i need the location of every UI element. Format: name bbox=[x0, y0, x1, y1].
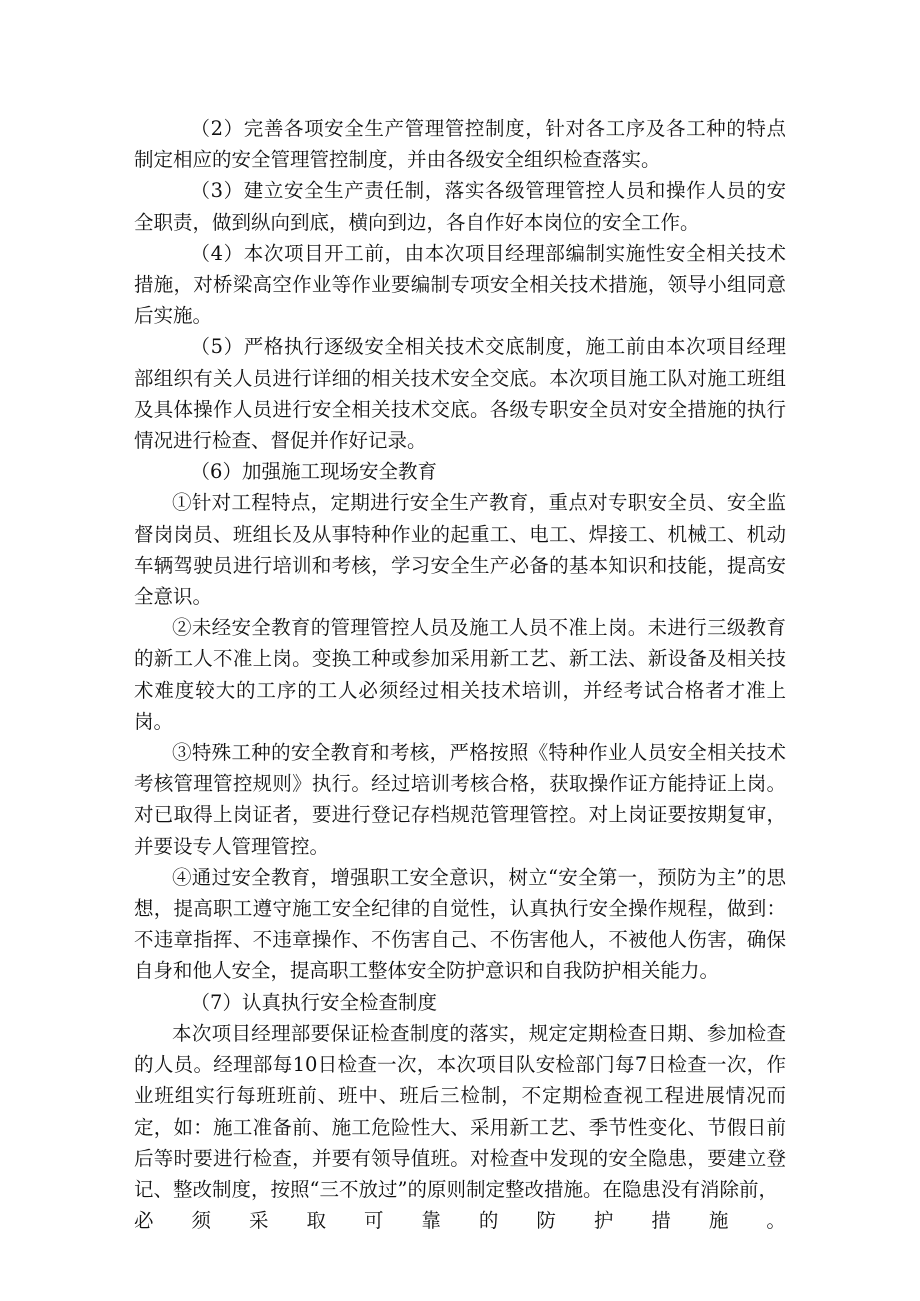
final-line-char: 施 bbox=[708, 1209, 729, 1233]
final-line-char: 取 bbox=[306, 1209, 326, 1233]
final-line-char: 必 bbox=[134, 1209, 154, 1233]
paragraph-item-3: （3）建立安全生产责任制，落实各级管理管控人员和操作人员的安全职责，做到纵向到底，横向到边，各自作好本岗位的安全工作。 bbox=[134, 179, 786, 234]
paragraph-final-line bbox=[134, 1205, 786, 1236]
paragraph-sub-3: ③特殊工种的安全教育和考核，严格按照《特种作业人员安全相关技术考核管理管控规则》执行。经过培训考核合格，获取操作证方能持证上岗。对已取得上岗证者，要进行登记存档规范管理管控。对上岗证要按期复审，并要设专人管理管控。 bbox=[134, 741, 786, 858]
final-line-char: 的 bbox=[478, 1209, 499, 1233]
final-line-char: 靠 bbox=[421, 1209, 441, 1233]
final-line-char: 防 bbox=[536, 1209, 556, 1233]
section-heading-6: （6）加强施工现场安全教育 bbox=[190, 460, 437, 484]
section-heading-7: （7）认真执行安全检查制度 bbox=[190, 990, 437, 1014]
final-line-char: 措 bbox=[651, 1209, 671, 1233]
paragraph-item-5: （5）严格执行逐级安全相关技术交底制度，施工前由本次项目经理部组织有关人员进行详细的相关技术安全交底。本次项目施工队对施工班组及具体操作人员进行安全相关技术交底。各级专职安全员对安全措施的执行情况进行检查、督促并作好记录。 bbox=[134, 335, 786, 453]
paragraph-item-4: （4）本次项目开工前，由本次项目经理部编制实施性安全相关技术措施，对桥梁高空作业等作业要编制专项安全相关技术措施，领导小组同意后实施。 bbox=[134, 241, 786, 328]
paragraph-sub-4: ④通过安全教育，增强职工安全意识，树立“安全第一，预防为主”的思想，提高职工遵守施工安全纪律的自觉性，认真执行安全操作规程，做到：不违章指挥、不违章操作、不伤害自己、不伤害他人，不被他人伤害，确保自身和他人安全，提高职工整体安全防护意识和自我防护相关能力。 bbox=[134, 865, 786, 983]
paragraph-inspection: 本次项目经理部要保证检查制度的落实，规定定期检查日期、参加检查的人员。经理部每10日检查一次，本次项目队安检部门每7日检查一次，作业班组实行每班班前、班中、班后三检制，不定期检查视工程进展情况而定，如：施工准备前、施工危险性大、采用新工艺、季节性变化、节假日前后等时要进行检查，并要有领导值班。对检查中发现的安全隐患，要建立登记、整改制度，按照“三不放过”的原则制定整改措施。在隐患没有消除前， bbox=[134, 1021, 786, 1201]
paragraph-sub-1: ①针对工程特点，定期进行安全生产教育，重点对专职安全员、安全监督岗岗员、班组长及从事特种作业的起重工、电工、焊接工、机械工、机动车辆驾驶员进行培训和考核，学习安全生产必备的基本知识和技能，提高安全意识。 bbox=[134, 491, 786, 609]
final-line-char: 可 bbox=[363, 1209, 384, 1233]
document-body bbox=[134, 113, 786, 1236]
paragraph-item-2: （2）完善各项安全生产管理管控制度，针对各工序及各工种的特点制定相应的安全管理管控制度，并由各级安全组织检查落实。 bbox=[134, 117, 786, 172]
final-line-char: 。 bbox=[766, 1209, 786, 1233]
paragraph-sub-2: ②未经安全教育的管理管控人员及施工人员不准上岗。未进行三级教育的新工人不准上岗。变换工种或参加采用新工艺、新工法、新设备及相关技术难度较大的工序的工人必须经过相关技术培训，并经考试合格者才准上岗。 bbox=[134, 616, 786, 733]
final-line-char: 护 bbox=[593, 1209, 614, 1233]
final-line-char: 采 bbox=[248, 1209, 269, 1233]
final-line-char: 须 bbox=[191, 1209, 211, 1233]
